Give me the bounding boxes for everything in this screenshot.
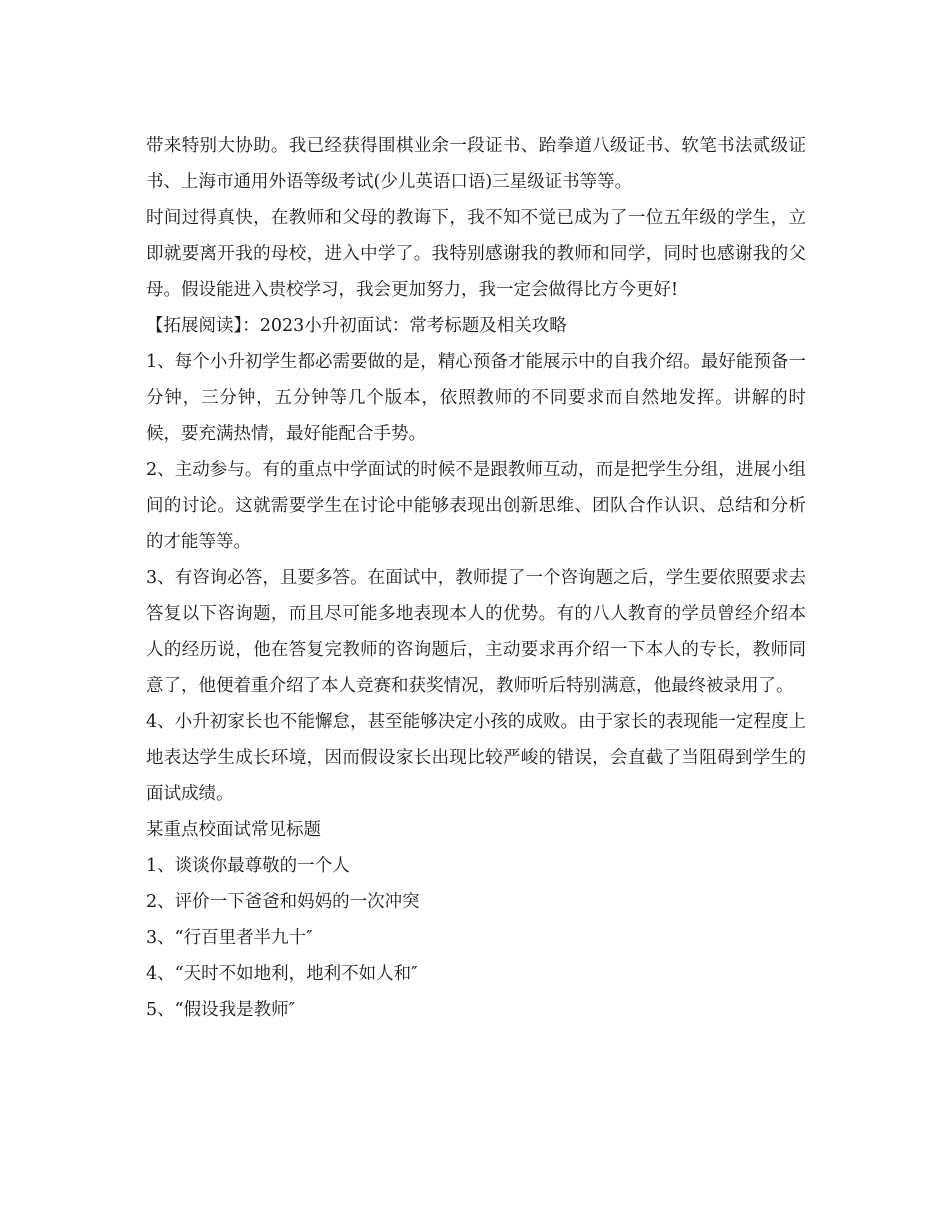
paragraph-gratitude: 时间过得真快，在教师和父母的教诲下，我不知不觉已成为了一位五年级的学生，立即就要离开我的母校，进入中学了。我特别感谢我的教师和同学，同时也感谢我的父母。假设能进入贵校学习，我会更加努力，我一定会做得比方今更好! xyxy=(146,208,806,300)
common-topics-heading: 某重点校面试常见标题 xyxy=(146,820,321,840)
extended-reading-heading: 【拓展阅读】：2023小升初面试：常考标题及相关攻略 xyxy=(146,316,567,336)
tip-2-participation: 2、主动参与。有的重点中学面试的时候不是跟教师互动，而是把学生分组，进展小组间的讨论。这就需要学生在讨论中能够表现出创新思维、团队合作认识、总结和分析的才能等等。 xyxy=(146,460,806,552)
topic-item-4: 4、“天时不如地利，地利不如人和″ xyxy=(146,964,418,984)
document-body xyxy=(146,128,806,1028)
topic-item-3: 3、“行百里者半九十″ xyxy=(146,928,313,948)
tip-4-parents: 4、小升初家长也不能懈怠，甚至能够决定小孩的成败。由于家长的表现能一定程度上地表达学生成长环境，因而假设家长出现比较严峻的错误，会直截了当阻碍到学生的面试成绩。 xyxy=(146,712,806,804)
topic-item-2: 2、评价一下爸爸和妈妈的一次冲突 xyxy=(146,892,420,912)
paragraph-certificates-continued: 带来特别大协助。我已经获得围棋业余一段证书、跆拳道八级证书、软笔书法贰级证书、上海市通用外语等级考试(少儿英语口语)三星级证书等等。 xyxy=(146,136,806,192)
topic-item-1: 1、谈谈你最尊敬的一个人 xyxy=(146,856,350,876)
tip-3-answer-questions: 3、有咨询必答，且要多答。在面试中，教师提了一个咨询题之后，学生要依照要求去答复以下咨询题，而且尽可能多地表现本人的优势。有的八人教育的学员曾经介绍本人的经历说，他在答复完教师的咨询题后，主动要求再介绍一下本人的专长，教师同意了，他便着重介绍了本人竞赛和获奖情况，教师听后特别满意，他最终被录用了。 xyxy=(146,568,806,696)
topic-item-5: 5、“假设我是教师″ xyxy=(146,1000,296,1020)
tip-1-self-introduction: 1、每个小升初学生都必需要做的是，精心预备才能展示中的自我介绍。最好能预备一分钟，三分钟，五分钟等几个版本，依照教师的不同要求而自然地发挥。讲解的时候，要充满热情，最好能配合手势。 xyxy=(146,352,806,444)
